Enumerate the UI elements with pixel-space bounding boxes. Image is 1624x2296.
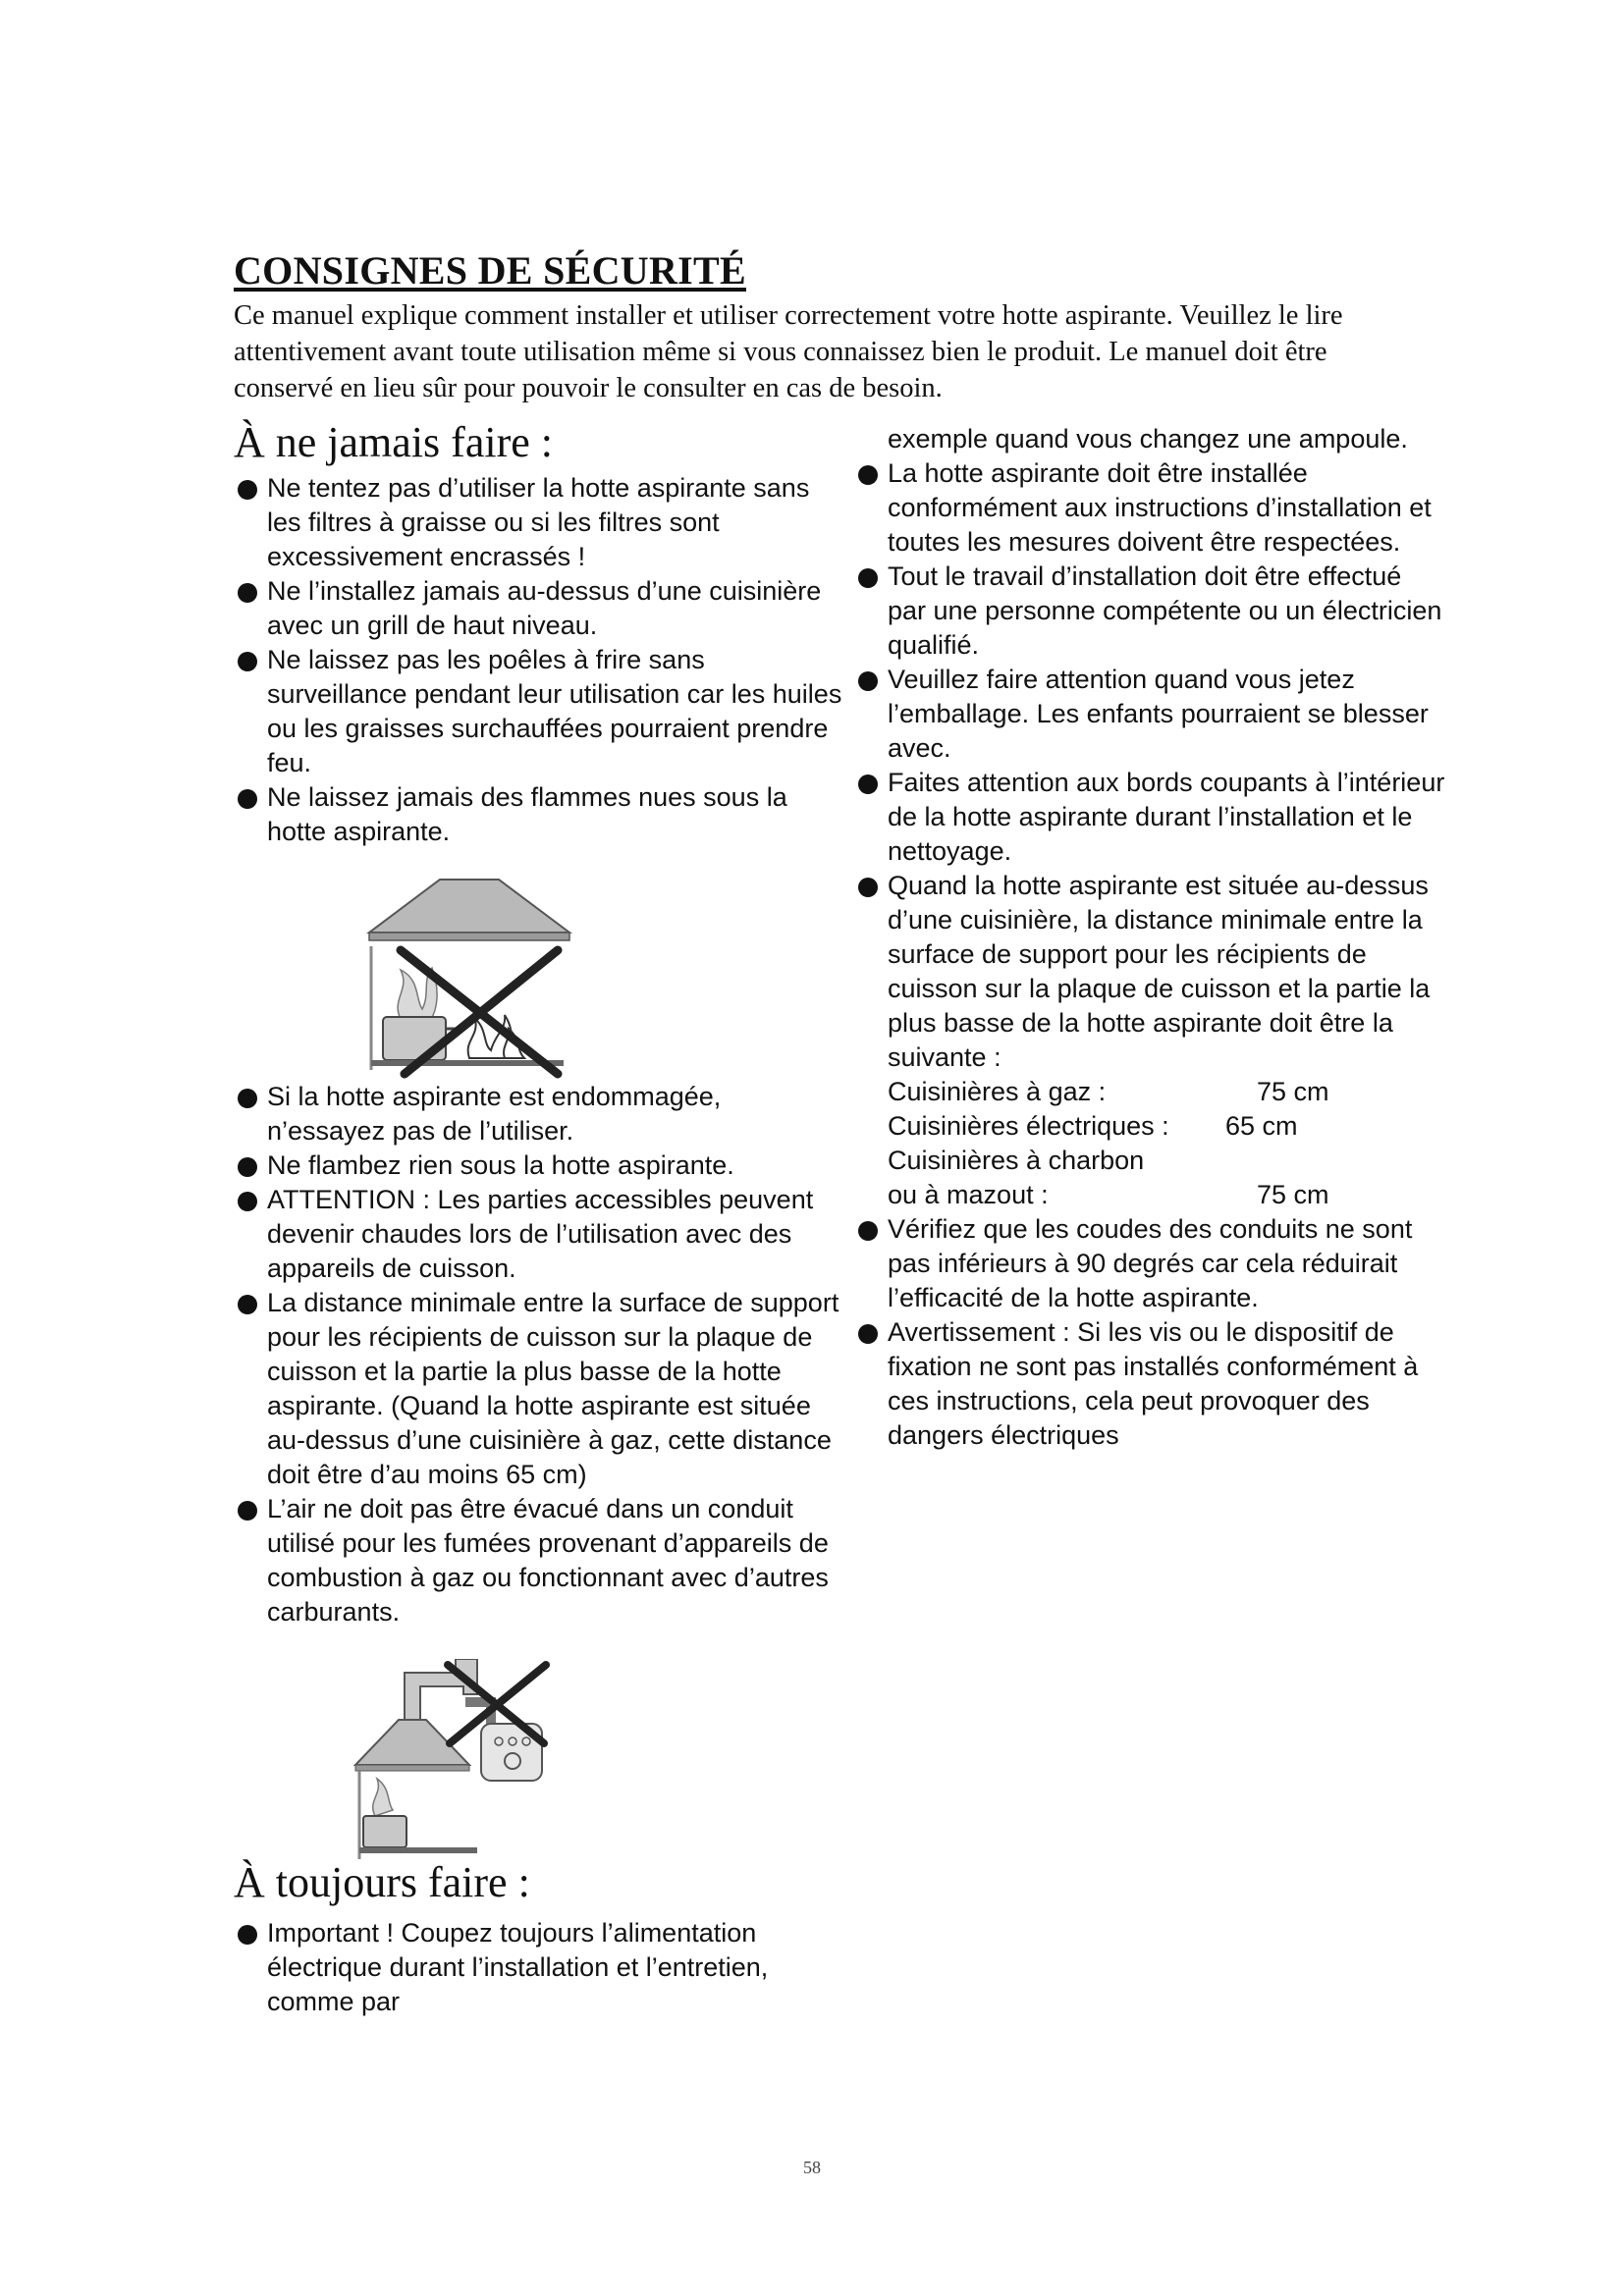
- list-item-text: Ne tentez pas d’utiliser la hotte aspirante sans les filtres à graisse ou si les filtres sont excessivement encrassés !: [267, 473, 810, 571]
- list-item-text: Ne laissez jamais des flammes nues sous la hotte aspirante.: [267, 782, 787, 846]
- distance-row: [856, 1109, 1445, 1144]
- list-item-text: La distance minimale entre la surface de support pour les récipients de cuisson sur la plaque de cuisson et la partie la plus basse de la hotte aspirante. (Quand la hotte aspirante est située au-dessus d’une cuisinière à gaz, cette distance doit être d’au moins 65 cm): [267, 1288, 839, 1489]
- distance-label: Cuisinières à gaz :: [888, 1077, 1107, 1106]
- bullet-icon: [858, 1221, 878, 1241]
- bullet-icon: [238, 583, 257, 603]
- list-item: [236, 1492, 844, 1629]
- bullet-icon: [858, 1324, 878, 1344]
- list-item: [856, 663, 1445, 766]
- bullet-icon: [238, 1501, 257, 1521]
- list-item: [856, 1315, 1445, 1453]
- never-do-list-bottom: [236, 1080, 844, 1629]
- list-item-text: Avertissement : Si les vis ou le dispositif de fixation ne sont pas installés conformément à ces instructions, cela peut provoquer des dangers électriques: [888, 1317, 1419, 1450]
- bullet-icon: [238, 789, 257, 809]
- bullet-icon: [858, 568, 878, 588]
- bullet-icon: [238, 1925, 257, 1945]
- no-flames-under-hood-illustration: [361, 872, 577, 1080]
- distance-value: 75 cm: [1257, 1180, 1329, 1209]
- distance-row: [856, 1144, 1445, 1178]
- list-item: [236, 780, 844, 849]
- list-item-text: Vérifiez que les coudes des conduits ne sont pas inférieurs à 90 degrés car cela réduirait l’efficacité de la hotte aspirante.: [888, 1214, 1413, 1312]
- no-shared-flue-illustration: [353, 1659, 550, 1863]
- bullet-icon: [238, 1192, 257, 1211]
- list-item-text: La hotte aspirante doit être installée conformément aux instructions d’installation et toutes les mesures doivent être respectées.: [888, 458, 1432, 557]
- list-item-text: ATTENTION : Les parties accessibles peuvent devenir chaudes lors de l’utilisation avec des appareils de cuisson.: [267, 1185, 814, 1283]
- never-do-list-top: [236, 471, 844, 849]
- list-item: [236, 1080, 844, 1148]
- list-item-text: Ne flambez rien sous la hotte aspirante.: [267, 1150, 734, 1180]
- bullet-icon: [238, 1157, 257, 1177]
- distance-row: [856, 1075, 1445, 1109]
- list-item-text: Quand la hotte aspirante est située au-dessus d’une cuisinière, la distance minimale entre la surface de support pour les récipients de cuisson sur la plaque de cuisson et la partie la plus basse de la hotte aspirante doit être la suivante :: [888, 871, 1431, 1072]
- distance-label: ou à mazout :: [888, 1180, 1049, 1209]
- always-do-list-continued: [856, 422, 1445, 1453]
- list-item-text: Tout le travail d’installation doit être effectué par une personne compétente ou un électricien qualifié.: [888, 561, 1442, 660]
- list-item: [856, 869, 1445, 1075]
- distance-row: [856, 1178, 1445, 1212]
- page-number: 58: [803, 2158, 821, 2177]
- distance-table: [856, 1075, 1445, 1212]
- list-item-text: Si la hotte aspirante est endommagée, n’essayez pas de l’utiliser.: [267, 1082, 722, 1146]
- distance-label: Cuisinières électriques :: [888, 1111, 1169, 1141]
- bullet-icon: [238, 1089, 257, 1108]
- list-item-text: Ne laissez pas les poêles à frire sans surveillance pendant leur utilisation car les huiles ou les graisses surchauffées pourraient prendre feu.: [267, 645, 842, 777]
- list-item: [856, 1212, 1445, 1315]
- list-item: [236, 1148, 844, 1183]
- list-item: [856, 456, 1445, 560]
- bullet-icon: [858, 774, 878, 794]
- always-do-heading: À toujours faire :: [234, 1858, 530, 1906]
- intro-paragraph: Ce manuel explique comment installer et utiliser correctement votre hotte aspirante. Veuillez le lire attentivement avant toute utilisation même si vous connaissez bien le produit. Le manuel doit être conservé en lieu sûr pour pouvoir le consulter en cas de besoin.: [234, 300, 1343, 403]
- distance-value: 65 cm: [1225, 1111, 1298, 1141]
- always-do-list-start: [236, 1916, 844, 2019]
- list-item: [236, 471, 844, 574]
- list-item: [236, 1183, 844, 1286]
- list-item: [856, 560, 1445, 663]
- never-do-heading: À ne jamais faire :: [234, 418, 553, 466]
- list-item-continuation: exemple quand vous changez une ampoule.: [888, 424, 1408, 454]
- bullet-icon: [238, 1295, 257, 1314]
- list-item: [236, 574, 844, 643]
- bullet-icon: [858, 878, 878, 897]
- distance-value: 75 cm: [1257, 1077, 1329, 1106]
- list-item-text: Veuillez faire attention quand vous jetez l’emballage. Les enfants pourraient se blesser avec.: [888, 665, 1429, 763]
- list-item: [856, 766, 1445, 869]
- bullet-icon: [858, 671, 878, 691]
- bullet-icon: [858, 465, 878, 485]
- bullet-icon: [238, 652, 257, 671]
- list-item: [236, 643, 844, 780]
- list-item-text: L’air ne doit pas être évacué dans un conduit utilisé pour les fumées provenant d’appareils de combustion à gaz ou fonctionnant avec d’autres carburants.: [267, 1494, 829, 1627]
- list-item: [236, 1916, 844, 2019]
- page-title: CONSIGNES DE SÉCURITÉ: [234, 248, 747, 293]
- list-item: [236, 1286, 844, 1492]
- list-item-text: Faites attention aux bords coupants à l’intérieur de la hotte aspirante durant l’installation et le nettoyage.: [888, 768, 1445, 866]
- list-item-text: Important ! Coupez toujours l’alimentation électrique durant l’installation et l’entretien, comme par: [267, 1918, 769, 2016]
- list-item-text: Ne l’installez jamais au-dessus d’une cuisinière avec un grill de haut niveau.: [267, 576, 822, 640]
- bullet-icon: [238, 480, 257, 500]
- distance-label: Cuisinières à charbon: [888, 1146, 1145, 1175]
